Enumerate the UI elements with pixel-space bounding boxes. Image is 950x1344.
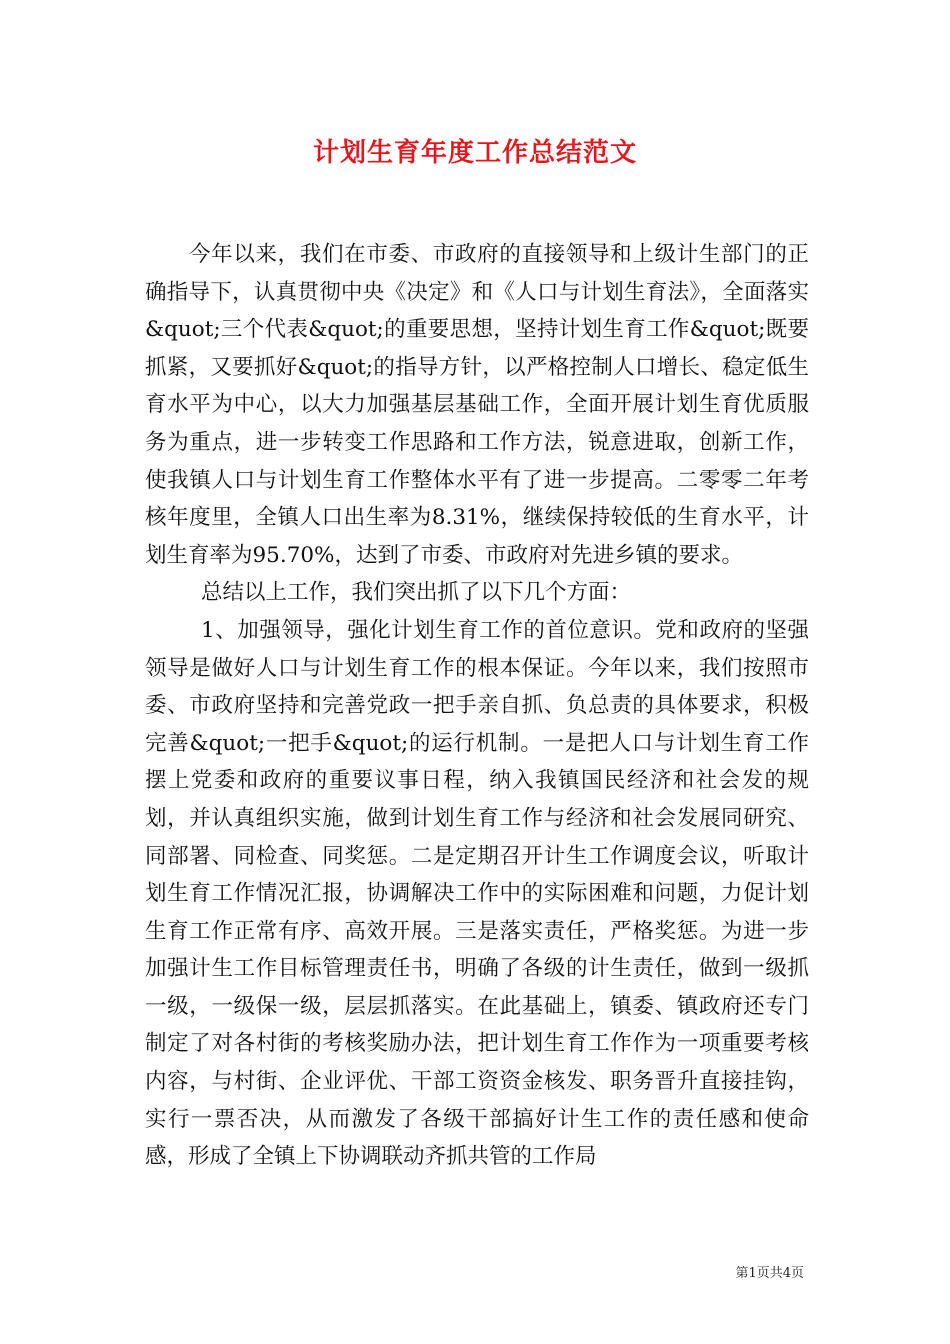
paragraph-intro: 今年以来，我们在市委、市政府的直接领导和上级计生部门的正确指导下，认真贯彻中央《决定》和《人口与计划生育法》，全面落实&quot;三个代表&quot;的重要思想，坚持计划生育工作&quot;既要抓紧，又要抓好&quot;的指导方针，以严格控制人口增长、稳定低生育水平为中心，以大力加强基层基础工作，全面开展计划生育优质服务为重点，进一步转变工作思路和工作方法，锐意进取，创新工作，使我镇人口与计划生育工作整体水平有了进一步提高。二零零二年考核年度里，全镇人口出生率为8.31%，继续保持较低的生育水平，计划生育率为95.70%，达到了市委、市政府对先进乡镇的要求。 bbox=[145, 242, 809, 568]
document-title: 计划生育年度工作总结范文 bbox=[312, 138, 637, 168]
document-body bbox=[145, 236, 809, 1176]
paragraph-point-1: 1、加强领导，强化计划生育工作的首位意识。党和政府的坚强领导是做好人口与计划生育工作的根本保证。今年以来，我们按照市委、市政府坚持和完善党政一把手亲自抓、负总责的具体要求，积极完善&quot;一把手&quot;的运行机制。一是把人口与计划生育工作摆上党委和政府的重要议事日程，纳入我镇国民经济和社会发的规划，并认真组织实施，做到计划生育工作与经济和社会发展同研究、同部署、同检查、同奖惩。二是定期召开计生工作调度会议，听取计划生育工作情况汇报，协调解决工作中的实际困难和问题，力促计划生育工作正常有序、高效开展。三是落实责任，严格奖惩。为进一步加强计生工作目标管理责任书，明确了各级的计生责任，做到一级抓一级，一级保一级，层层抓落实。在此基础上，镇委、镇政府还专门制定了对各村街的考核奖励办法，把计划生育工作作为一项重要考核内容，与村街、企业评优、干部工资资金核发、职务晋升直接挂钩，实行一票否决，从而激发了各级干部搞好计生工作的责任感和使命感，形成了全镇上下协调联动齐抓共管的工作局 bbox=[145, 617, 809, 1170]
paragraph-summary-lead: 总结以上工作，我们突出抓了以下几个方面： bbox=[201, 580, 632, 606]
page-number: 第1页共4页 bbox=[735, 1266, 804, 1281]
